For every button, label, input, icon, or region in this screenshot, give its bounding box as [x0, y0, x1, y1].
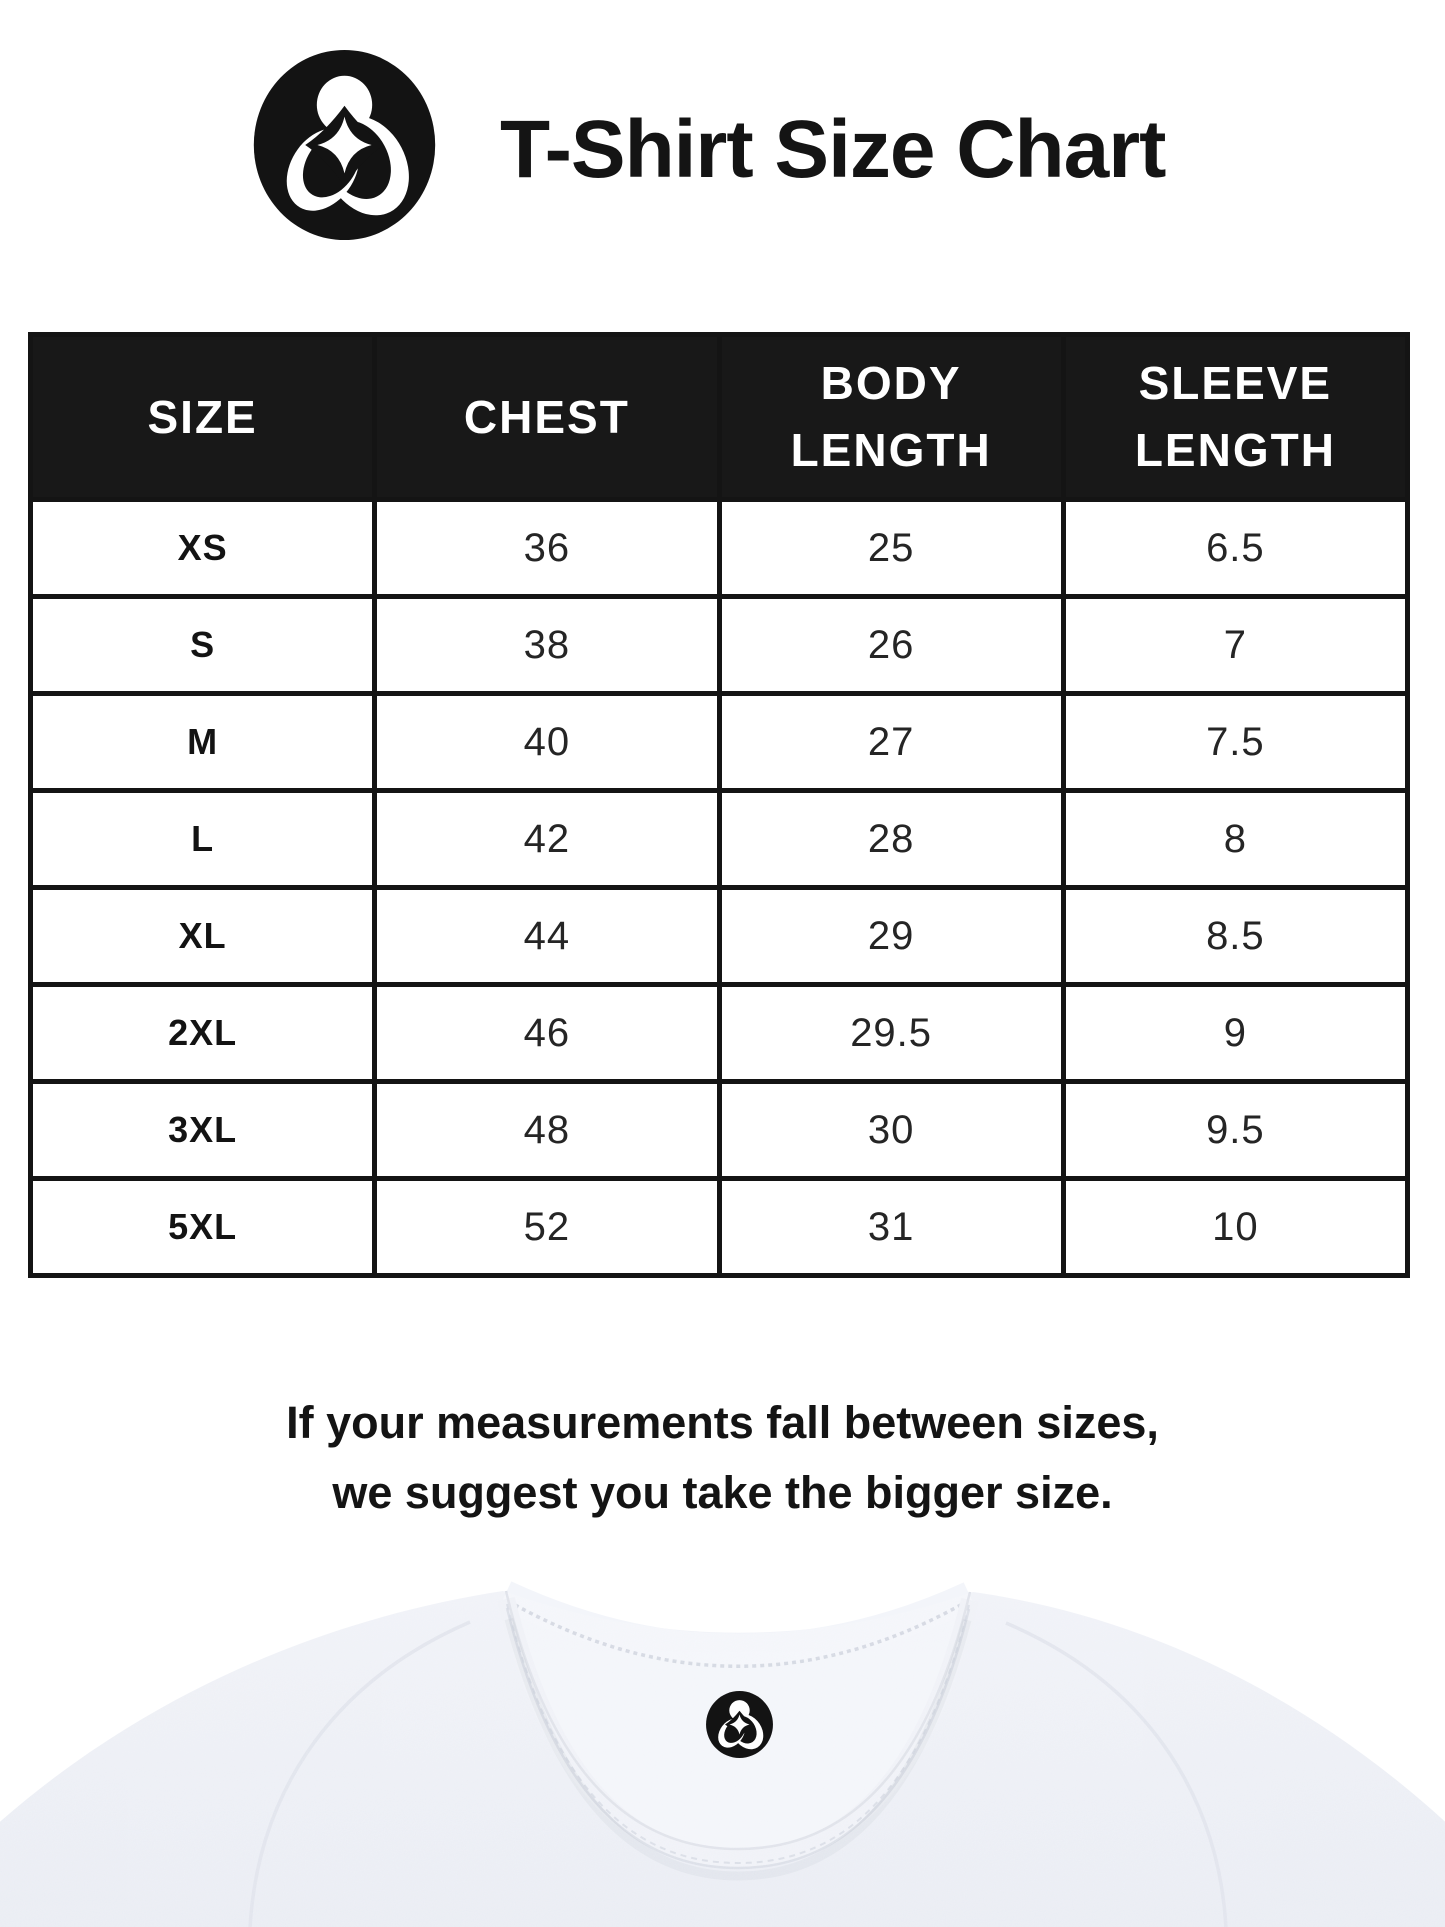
value-cell: 31 — [719, 1179, 1063, 1276]
note-line-2: we suggest you take the bigger size. — [332, 1467, 1113, 1519]
value-cell: 10 — [1063, 1179, 1407, 1276]
size-cell: 3XL — [31, 1082, 375, 1179]
table-row — [31, 694, 1408, 791]
value-cell: 8 — [1063, 791, 1407, 888]
column-header-chest: CHEST — [375, 335, 719, 500]
value-cell: 27 — [719, 694, 1063, 791]
table-row — [31, 791, 1408, 888]
column-header-sleeve-length: SLEEVE LENGTH — [1063, 335, 1407, 500]
value-cell: 26 — [719, 597, 1063, 694]
table-row — [31, 597, 1408, 694]
value-cell: 42 — [375, 791, 719, 888]
value-cell: 28 — [719, 791, 1063, 888]
table-row — [31, 1179, 1408, 1276]
value-cell: 52 — [375, 1179, 719, 1276]
note-line-1: If your measurements fall between sizes, — [286, 1397, 1159, 1448]
size-cell: M — [31, 694, 375, 791]
size-cell: L — [31, 791, 375, 888]
table-row — [31, 500, 1408, 597]
table-row — [31, 1082, 1408, 1179]
size-cell: XL — [31, 888, 375, 985]
collar-logo-icon — [706, 1691, 773, 1758]
table-row — [31, 985, 1408, 1082]
value-cell: 48 — [375, 1082, 719, 1179]
size-cell: S — [31, 597, 375, 694]
value-cell: 7 — [1063, 597, 1407, 694]
header-row — [31, 335, 1408, 500]
column-header-size: SIZE — [31, 335, 375, 500]
value-cell: 38 — [375, 597, 719, 694]
value-cell: 30 — [719, 1082, 1063, 1179]
table-row — [31, 888, 1408, 985]
page-title: T-Shirt Size Chart — [500, 104, 1166, 195]
value-cell: 25 — [719, 500, 1063, 597]
size-cell: XS — [31, 500, 375, 597]
tshirt-photo — [0, 1577, 1445, 1927]
value-cell: 29 — [719, 888, 1063, 985]
value-cell: 29.5 — [719, 985, 1063, 1082]
value-cell: 8.5 — [1063, 888, 1407, 985]
value-cell: 6.5 — [1063, 500, 1407, 597]
column-header-body-length: BODY LENGTH — [719, 335, 1063, 500]
size-chart-table — [28, 332, 1410, 1278]
value-cell: 36 — [375, 500, 719, 597]
value-cell: 40 — [375, 694, 719, 791]
note-text — [0, 1388, 1445, 1528]
value-cell: 9 — [1063, 985, 1407, 1082]
brand-logo-icon — [251, 47, 438, 243]
size-cell: 5XL — [31, 1179, 375, 1276]
value-cell: 46 — [375, 985, 719, 1082]
value-cell: 44 — [375, 888, 719, 985]
value-cell: 7.5 — [1063, 694, 1407, 791]
size-cell: 2XL — [31, 985, 375, 1082]
value-cell: 9.5 — [1063, 1082, 1407, 1179]
